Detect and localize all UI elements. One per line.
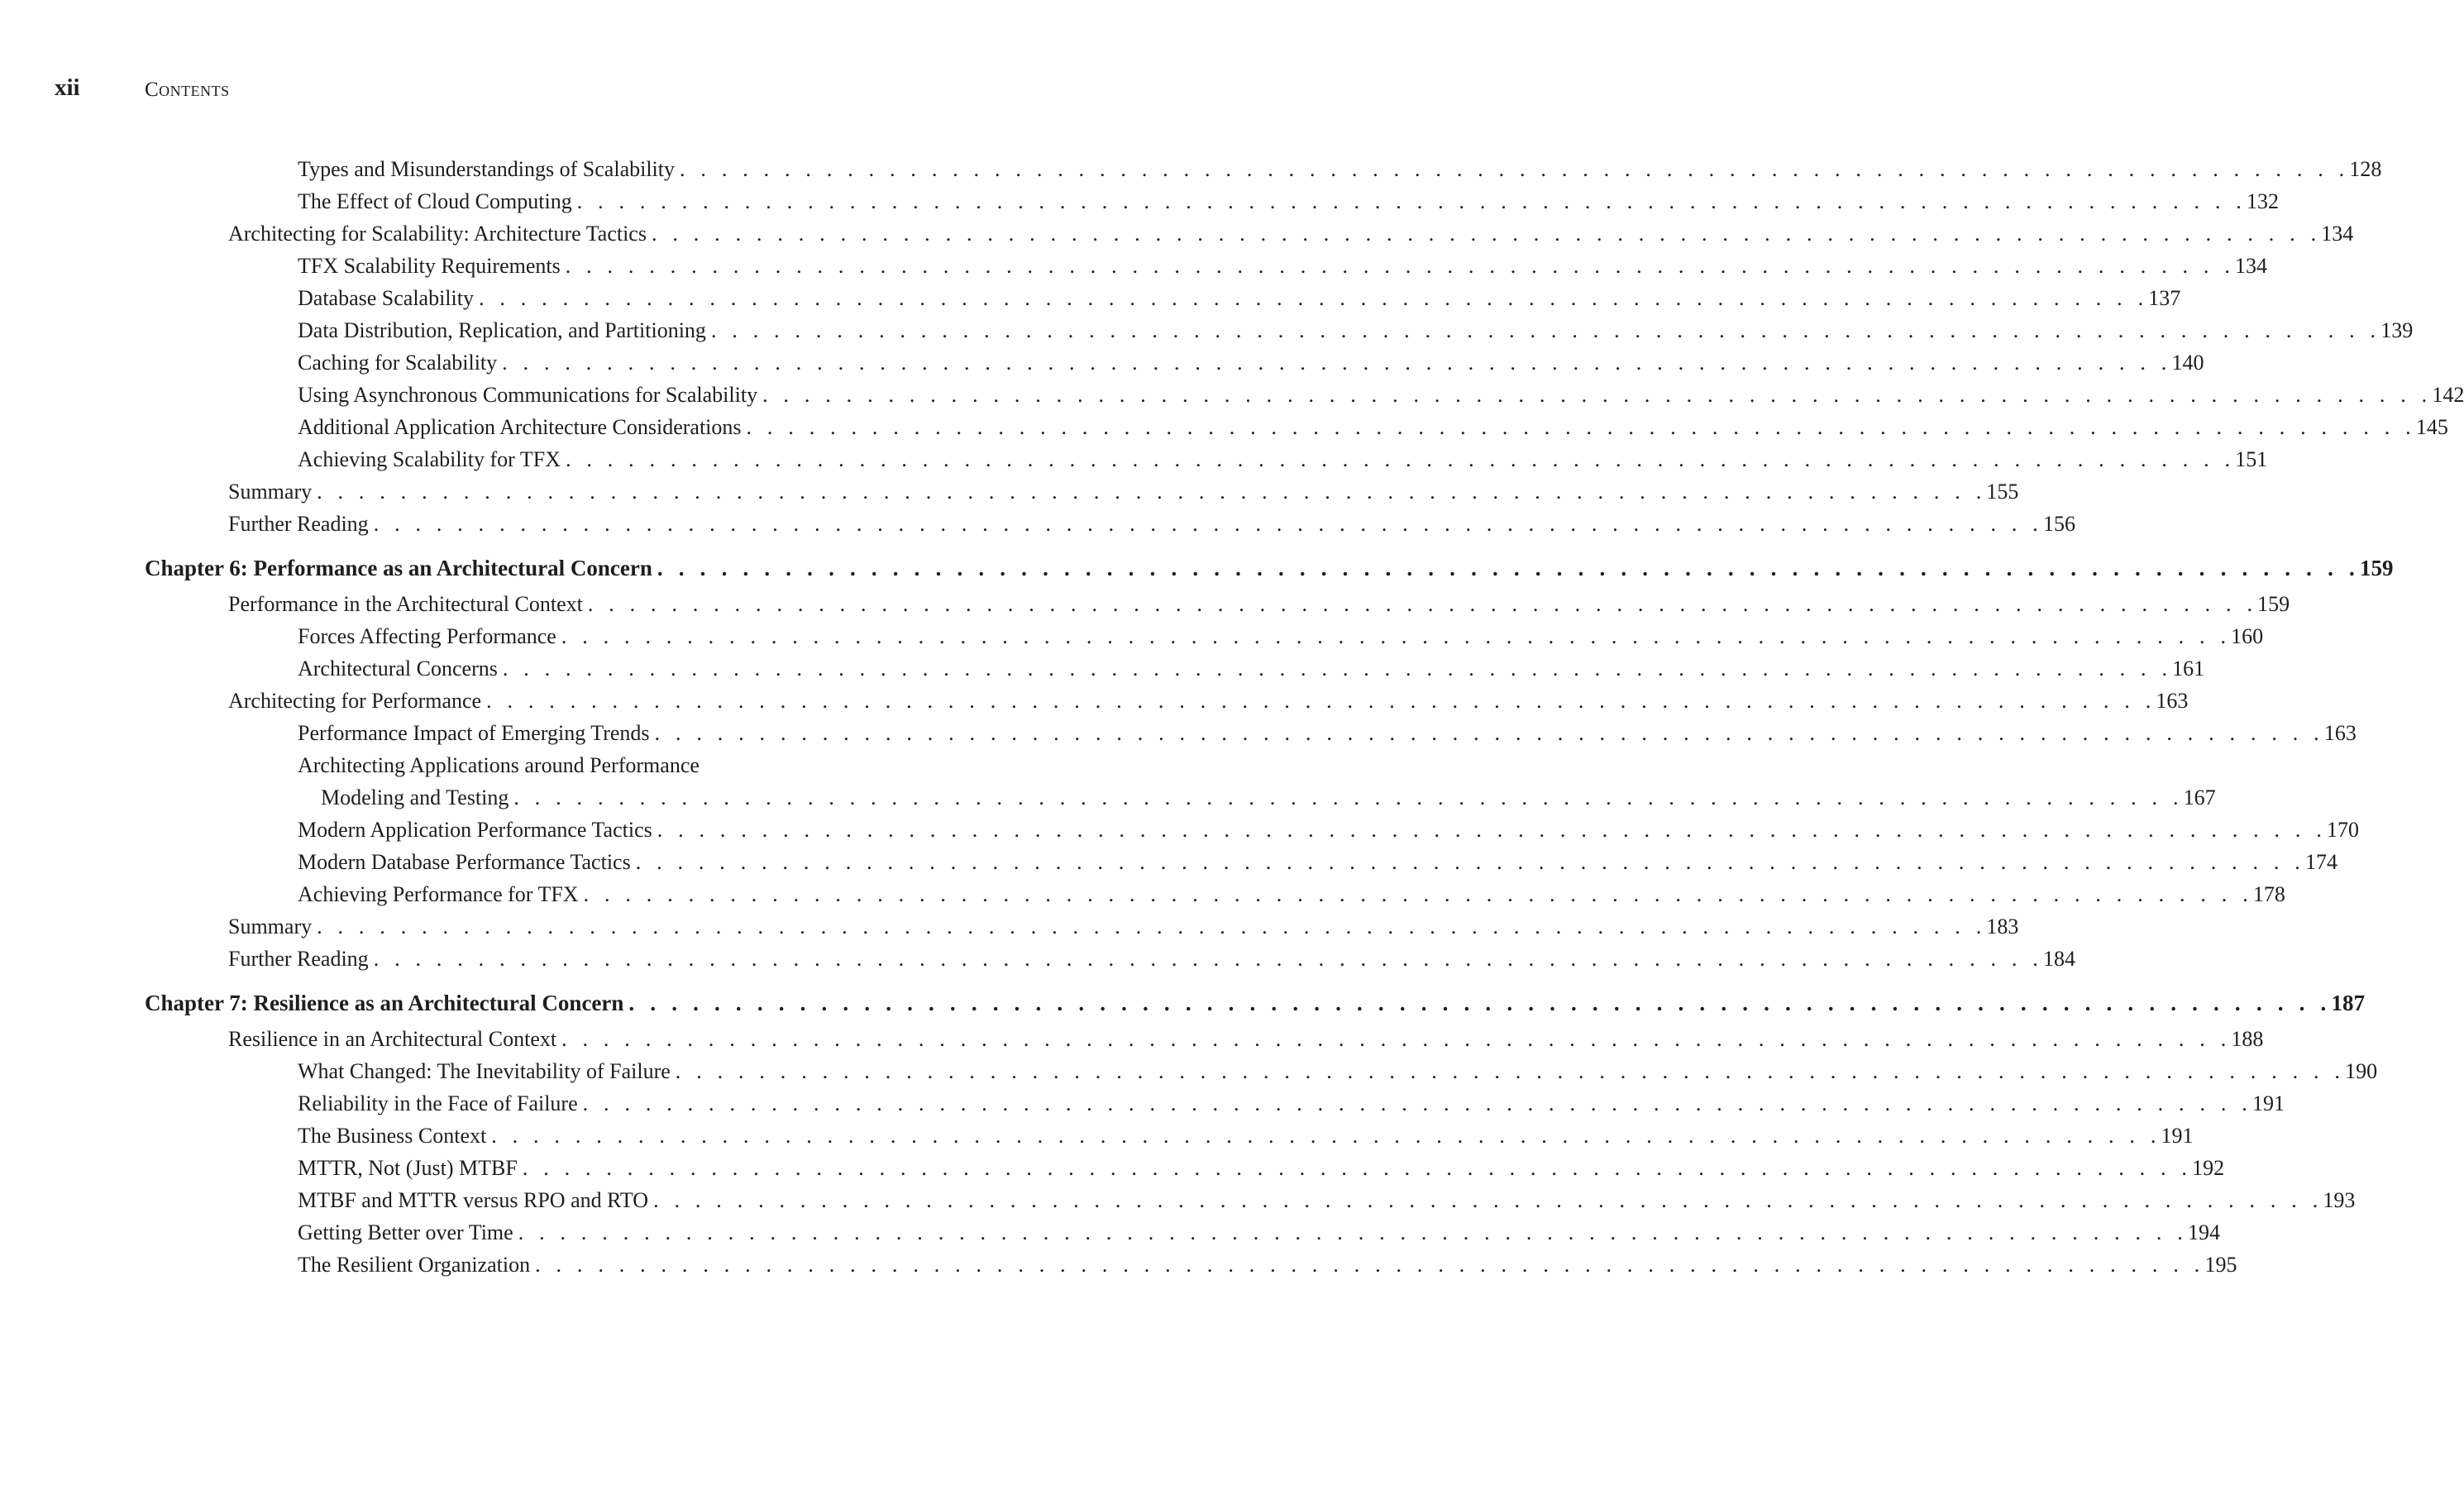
toc-entry[interactable] — [298, 447, 2268, 477]
toc-entry[interactable] — [298, 1188, 2356, 1218]
toc-entry-title: MTTR, Not (Just) MTBF — [298, 1156, 518, 1180]
toc-entry-title: Data Distribution, Replication, and Partitioning — [298, 318, 706, 342]
toc-entry[interactable] — [298, 383, 2464, 413]
dot-leader: . . . . . . . . . . . . . . . . . . . . . . . . . . . . . . . . . . . . . . . . . . . . . . . . . . . . . . . . . . . . . . . . . . . . . . . . . . . . . . . . — [317, 480, 1987, 504]
toc-entry[interactable] — [298, 189, 2280, 219]
toc-entry[interactable] — [298, 753, 932, 783]
toc-entry-page-number: 134 — [2235, 254, 2268, 278]
toc-entry-page-number: 191 — [2161, 1124, 2194, 1148]
dot-leader: . . . . . . . . . . . . . . . . . . . . . . . . . . . . . . . . . . . . . . . . . . . . . . . . . . . . . . . . . . . . . . . . . . . . . . . . . . . . . . . . — [522, 1156, 2193, 1180]
toc-entry-page-number: 132 — [2247, 189, 2280, 213]
dot-leader: . . . . . . . . . . . . . . . . . . . . . . . . . . . . . . . . . . . . . . . . . . . . . . . . . . . . . . . . . . . . . . . . . . . . . . . . . . . . . . . . — [657, 818, 2328, 842]
toc-entry-title: Performance in the Architectural Context — [228, 592, 583, 616]
toc-entry-title: Architecting for Performance — [228, 689, 482, 713]
toc-entry-page-number: 151 — [2235, 447, 2268, 471]
dot-leader: . . . . . . . . . . . . . . . . . . . . . . . . . . . . . . . . . . . . . . . . . . . . . . . . . . . . . . . . . . . . . . . . . . . . . . . . . . . . . . . . — [491, 1124, 2161, 1148]
toc-entry[interactable] — [298, 850, 2338, 880]
toc-entry-page-number: 192 — [2192, 1156, 2225, 1180]
toc-entry-page-number: 140 — [2171, 351, 2204, 375]
toc-entry-page-number: 194 — [2188, 1220, 2221, 1244]
toc-entry-title: Modern Application Performance Tactics — [298, 818, 652, 842]
toc-entry-title: Chapter 7: Resilience as an Architectural Concern — [145, 991, 624, 1015]
toc-entry-page-number: 159 — [2257, 592, 2290, 616]
toc-entry-page-number: 163 — [2156, 689, 2189, 713]
toc-entry-title: The Effect of Cloud Computing — [298, 189, 572, 213]
toc-entry-page-number: 163 — [2323, 721, 2357, 745]
toc-entry[interactable] — [298, 415, 2448, 445]
dot-leader: . . . . . . . . . . . . . . . . . . . . . . . . . . . . . . . . . . . . . . . . . . . . . . . . . . . . . . . . . . . . . . . . . . . . . . . . . . . . . . . . — [535, 1253, 2205, 1277]
dot-leader: . . . . . . . . . . . . . . . . . . . . . . . . . . . . . . . . . . . . . . . . . . . . . . . . . . . . . . . . . . . . . . . . . . . . . . . . . . . . . . . . — [653, 1188, 2323, 1212]
toc-entry-page-number: 195 — [2204, 1253, 2237, 1277]
dot-leader: . . . . . . . . . . . . . . . . . . . . . . . . . . . . . . . . . . . . . . . . . . . . . . . . . . . . . . . . . . . . . . . . . . . . . . . . . . . . . . . . — [373, 947, 2043, 971]
dot-leader: . . . . . . . . . . . . . . . . . . . . . . . . . . . . . . . . . . . . . . . . . . . . . . . . . . . . . . . . . . . . . . . . . . . . . . . . . . . . . . . . — [513, 786, 2184, 809]
dot-leader: . . . . . . . . . . . . . . . . . . . . . . . . . . . . . . . . . . . . . . . . . . . . . . . . . . . . . . . . . . . . . . . . . . . . . . . . . . . . . . . . — [317, 914, 1987, 938]
toc-entry-title: Types and Misunderstandings of Scalability — [298, 157, 676, 181]
toc-entry[interactable] — [228, 1027, 2264, 1057]
dot-leader: . . . . . . . . . . . . . . . . . . . . . . . . . . . . . . . . . . . . . . . . . . . . . . . . . . . . . . . . . . . . . . . . . . . . . . . . . . . . . . . . — [583, 882, 2253, 906]
toc-entry[interactable] — [298, 286, 2181, 316]
toc-entry-title: Further Reading — [228, 947, 369, 971]
toc-entry-page-number: 188 — [2231, 1027, 2264, 1051]
dot-leader: . . . . . . . . . . . . . . . . . . . . . . . . . . . . . . . . . . . . . . . . . . . . . . . . . . . . . . . . . . . . . . . . . . . . . . . . . . . . . . . . — [657, 556, 2360, 580]
toc-entry-title: Additional Application Architecture Considerations — [298, 415, 742, 439]
toc-entry-page-number: 160 — [2231, 624, 2264, 648]
toc-entry-title: MTBF and MTTR versus RPO and RTO — [298, 1188, 649, 1212]
toc-entry[interactable] — [298, 657, 2205, 686]
toc-entry-title: Summary — [228, 914, 313, 938]
toc-entry[interactable] — [228, 480, 2019, 509]
dot-leader: . . . . . . . . . . . . . . . . . . . . . . . . . . . . . . . . . . . . . . . . . . . . . . . . . . . . . . . . . . . . . . . . . . . . . . . . . . . . . . . . — [373, 512, 2043, 536]
toc-entry-page-number: 191 — [2252, 1091, 2285, 1115]
toc-entry[interactable] — [298, 818, 2360, 848]
toc-entry-page-number: 128 — [2349, 157, 2382, 181]
dot-leader: . . . . . . . . . . . . . . . . . . . . . . . . . . . . . . . . . . . . . . . . . . . . . . . . . . . . . . . . . . . . . . . . . . . . . . . . . . . . . . . . — [576, 189, 2247, 213]
toc-entry[interactable] — [298, 157, 2382, 187]
dot-leader: . . . . . . . . . . . . . . . . . . . . . . . . . . . . . . . . . . . . . . . . . . . . . . . . . . . . . . . . . . . . . . . . . . . . . . . . . . . . . . . . — [587, 592, 2258, 616]
toc-entry-title: What Changed: The Inevitability of Failure — [298, 1059, 671, 1083]
toc-entry[interactable] — [228, 222, 2354, 251]
toc-entry-title: Architectural Concerns — [298, 657, 498, 680]
toc-entry-page-number: 184 — [2043, 947, 2075, 971]
dot-leader: . . . . . . . . . . . . . . . . . . . . . . . . . . . . . . . . . . . . . . . . . . . . . . . . . . . . . . . . . . . . . . . . . . . . . . . . . . . . . . . . — [654, 721, 2324, 745]
toc-entry[interactable] — [298, 1220, 2221, 1250]
toc-entry-title: Summary — [228, 480, 313, 504]
toc-entry[interactable] — [298, 254, 2268, 284]
toc-entry-title: Caching for Scalability — [298, 351, 498, 375]
running-head: Contents — [145, 79, 230, 101]
toc-entry-title: Achieving Scalability for TFX — [298, 447, 561, 471]
dot-leader: . . . . . . . . . . . . . . . . . . . . . . . . . . . . . . . . . . . . . . . . . . . . . . . . . . . . . . . . . . . . . . . . . . . . . . . . . . . . . . . . — [628, 991, 2332, 1015]
dot-leader: . . . . . . . . . . . . . . . . . . . . . . . . . . . . . . . . . . . . . . . . . . . . . . . . . . . . . . . . . . . . . . . . . . . . . . . . . . . . . . . . — [746, 415, 2416, 439]
toc-entry-title: Modern Database Performance Tactics — [298, 850, 631, 874]
toc-entry[interactable] — [321, 786, 2216, 815]
toc-entry[interactable] — [298, 1091, 2285, 1121]
dot-leader: . . . . . . . . . . . . . . . . . . . . . . . . . . . . . . . . . . . . . . . . . . . . . . . . . . . . . . . . . . . . . . . . . . . . . . . . . . . . . . . . — [565, 254, 2236, 278]
toc-entry[interactable] — [228, 947, 2075, 977]
toc-entry-page-number: 183 — [1986, 914, 2019, 938]
toc-entry[interactable] — [228, 592, 2290, 622]
dot-leader: . . . . . . . . . . . . . . . . . . . . . . . . . . . . . . . . . . . . . . . . . . . . . . . . . . . . . . . . . . . . . . . . . . . . . . . . . . . . . . . . — [582, 1091, 2252, 1115]
toc-entry-page-number: 174 — [2305, 850, 2338, 874]
toc-entry-page-number: 145 — [2415, 415, 2448, 439]
toc-entry-page-number: 155 — [1986, 480, 2019, 504]
dot-leader: . . . . . . . . . . . . . . . . . . . . . . . . . . . . . . . . . . . . . . . . . . . . . . . . . . . . . . . . . . . . . . . . . . . . . . . . . . . . . . . . — [565, 447, 2236, 471]
toc-entry[interactable] — [228, 512, 2075, 542]
toc-entry-page-number: 137 — [2148, 286, 2181, 310]
toc-entry[interactable] — [298, 721, 2357, 751]
toc-entry-title: TFX Scalability Requirements — [298, 254, 561, 278]
dot-leader: . . . . . . . . . . . . . . . . . . . . . . . . . . . . . . . . . . . . . . . . . . . . . . . . . . . . . . . . . . . . . . . . . . . . . . . . . . . . . . . . — [635, 850, 2306, 874]
toc-entry-title: Getting Better over Time — [298, 1220, 513, 1244]
toc-entry-page-number: 156 — [2043, 512, 2075, 536]
dot-leader: . . . . . . . . . . . . . . . . . . . . . . . . . . . . . . . . . . . . . . . . . . . . . . . . . . . . . . . . . . . . . . . . . . . . . . . . . . . . . . . . — [680, 157, 2350, 181]
toc-entry[interactable] — [298, 1124, 2194, 1153]
toc-entry-page-number: 193 — [2323, 1188, 2356, 1212]
dot-leader: . . . . . . . . . . . . . . . . . . . . . . . . . . . . . . . . . . . . . . . . . . . . . . . . . . . . . . . . . . . . . . . . . . . . . . . . . . . . . . . . — [518, 1220, 2189, 1244]
toc-entry-page-number: 139 — [2380, 318, 2414, 342]
toc-entry-page-number: 161 — [2172, 657, 2205, 680]
dot-leader: . . . . . . . . . . . . . . . . . . . . . . . . . . . . . . . . . . . . . . . . . . . . . . . . . . . . . . . . . . . . . . . . . . . . . . . . . . . . . . . . — [561, 624, 2232, 648]
toc-entry[interactable] — [298, 351, 2204, 380]
dot-leader: . . . . . . . . . . . . . . . . . . . . . . . . . . . . . . . . . . . . . . . . . . . . . . . . . . . . . . . . . . . . . . . . . . . . . . . . . . . . . . . . — [502, 351, 2172, 375]
toc-entry-title: Resilience in an Architectural Context — [228, 1027, 557, 1051]
toc-entry-title: Further Reading — [228, 512, 369, 536]
dot-leader: . . . . . . . . . . . . . . . . . . . . . . . . . . . . . . . . . . . . . . . . . . . . . . . . . . . . . . . . . . . . . . . . . . . . . . . . . . . . . . . . — [502, 657, 2173, 680]
toc-entry[interactable] — [298, 624, 2264, 654]
toc-entry-title: Forces Affecting Performance — [298, 624, 556, 648]
toc-entry[interactable] — [298, 882, 2285, 912]
toc-entry-page-number: 190 — [2345, 1059, 2378, 1083]
toc-chapter-entry[interactable] — [145, 556, 2394, 585]
toc-entry[interactable] — [298, 318, 2414, 348]
dot-leader: . . . . . . . . . . . . . . . . . . . . . . . . . . . . . . . . . . . . . . . . . . . . . . . . . . . . . . . . . . . . . . . . . . . . . . . . . . . . . . . . — [675, 1059, 2346, 1083]
dot-leader: . . . . . . . . . . . . . . . . . . . . . . . . . . . . . . . . . . . . . . . . . . . . . . . . . . . . . . . . . . . . . . . . . . . . . . . . . . . . . . . . — [710, 318, 2381, 342]
toc-entry[interactable] — [298, 1059, 2378, 1089]
dot-leader: . . . . . . . . . . . . . . . . . . . . . . . . . . . . . . . . . . . . . . . . . . . . . . . . . . . . . . . . . . . . . . . . . . . . . . . . . . . . . . . . — [651, 222, 2322, 246]
toc-entry[interactable] — [298, 1156, 2225, 1186]
toc-entry-page-number: 187 — [2331, 991, 2365, 1015]
toc-entry-title: Architecting Applications around Performance — [298, 753, 700, 777]
toc-entry[interactable] — [228, 689, 2189, 719]
dot-leader: . . . . . . . . . . . . . . . . . . . . . . . . . . . . . . . . . . . . . . . . . . . . . . . . . . . . . . . . . . . . . . . . . . . . . . . . . . . . . . . . — [486, 689, 2156, 713]
toc-chapter-entry[interactable] — [145, 991, 2365, 1020]
dot-leader: . . . . . . . . . . . . . . . . . . . . . . . . . . . . . . . . . . . . . . . . . . . . . . . . . . . . . . . . . . . . . . . . . . . . . . . . . . . . . . . . — [478, 286, 2149, 310]
toc-entry-page-number: 178 — [2252, 882, 2285, 906]
toc-entry[interactable] — [228, 914, 2019, 944]
toc-entry-page-number: 167 — [2183, 786, 2216, 809]
dot-leader: . . . . . . . . . . . . . . . . . . . . . . . . . . . . . . . . . . . . . . . . . . . . . . . . . . . . . . . . . . . . . . . . . . . . . . . . . . . . . . . . — [561, 1027, 2232, 1051]
toc-entry-page-number: 134 — [2321, 222, 2354, 246]
toc-entry-title: Database Scalability — [298, 286, 474, 310]
toc-entry-title: Achieving Performance for TFX — [298, 882, 579, 906]
toc-entry[interactable] — [298, 1253, 2237, 1282]
toc-entry-title: The Business Context — [298, 1124, 487, 1148]
dot-leader: . . . . . . . . . . . . . . . . . . . . . . . . . . . . . . . . . . . . . . . . . . . . . . . . . . . . . . . . . . . . . . . . . . . . . . . . . . . . . . . . — [762, 383, 2433, 407]
toc-entry-title: The Resilient Organization — [298, 1253, 531, 1277]
toc-entry-title: Using Asynchronous Communications for Scalability — [298, 383, 758, 407]
page-number-folio: xii — [55, 74, 80, 101]
toc-entry-title: Modeling and Testing — [321, 786, 509, 809]
toc-entry-page-number: 142 — [2432, 383, 2464, 407]
toc-entry-title: Reliability in the Face of Failure — [298, 1091, 578, 1115]
toc-entry-title: Performance Impact of Emerging Trends — [298, 721, 650, 745]
toc-entry-title: Architecting for Scalability: Architecture Tactics — [228, 222, 647, 246]
toc-entry-page-number: 159 — [2359, 556, 2394, 580]
toc-entry-title: Chapter 6: Performance as an Architectural Concern — [145, 556, 652, 580]
toc-entry-page-number: 170 — [2327, 818, 2360, 842]
